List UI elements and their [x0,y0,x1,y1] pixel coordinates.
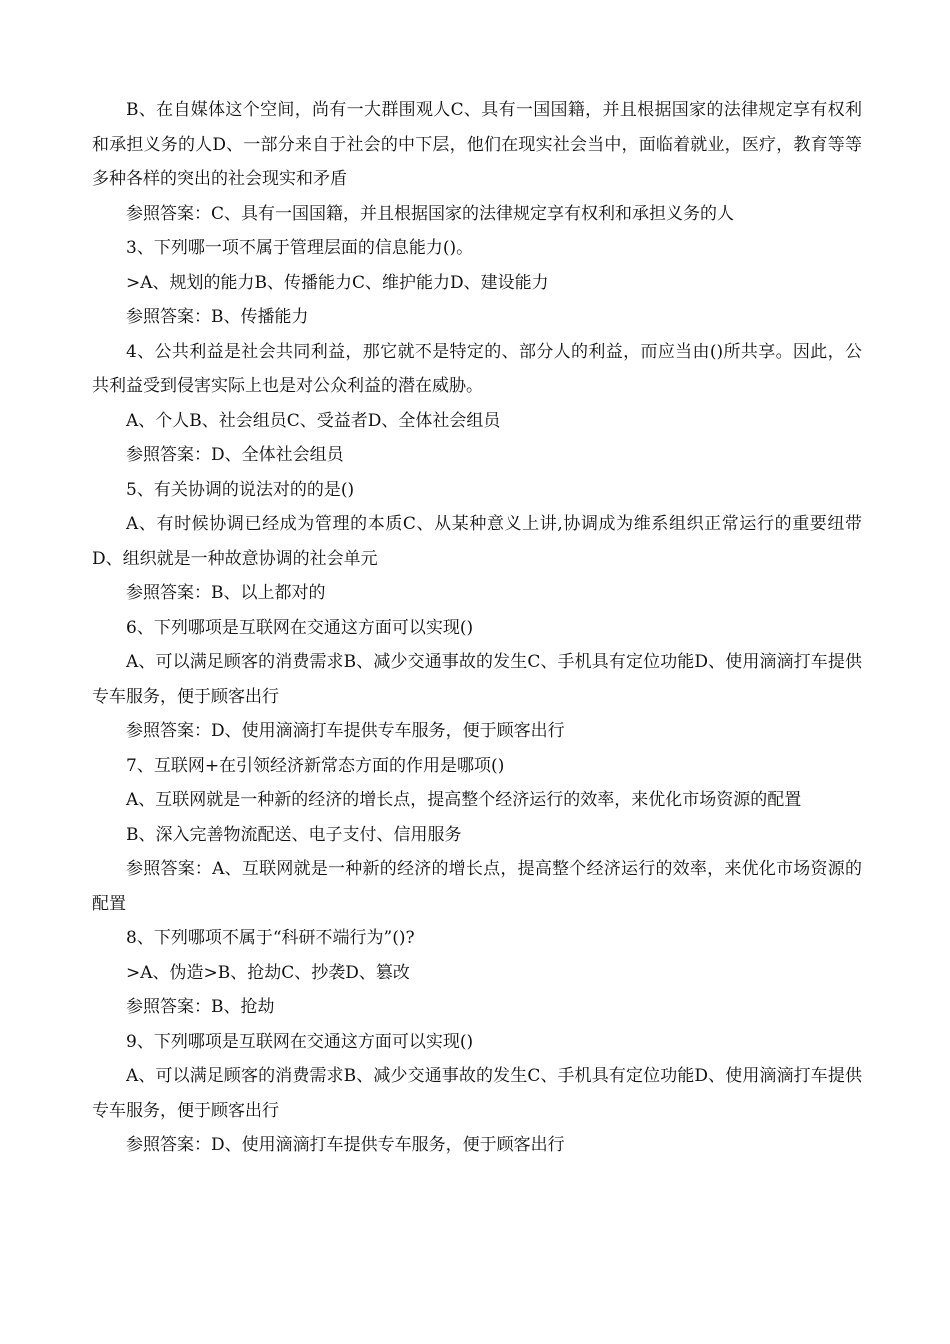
question-7-option-a: A、互联网就是一种新的经济的增长点，提高整个经济运行的效率，来优化市场资源的配置 [126,790,802,810]
question-9-answer: 参照答案：D、使用滴滴打车提供专车服务，便于顾客出行 [126,1135,565,1155]
question-5-text: 5、有关协调的说法对的的是() [126,479,355,500]
question-6-answer: 参照答案：D、使用滴滴打车提供专车服务，便于顾客出行 [126,721,565,741]
question-7-option-b: B、深入完善物流配送、电子支付、信用服务 [126,824,462,845]
question-7-answer: 参照答案：A、互联网就是一种新的经济的增长点，提高整个经济运行的效率，来优化市场资源的配置 [92,859,862,914]
question-6-options: A、可以满足顾客的消费需求B、减少交通事故的发生C、手机具有定位功能D、使用滴滴打车提供专车服务，便于顾客出行 [92,652,862,707]
question-5-options: A、有时候协调已经成为管理的本质C、从某种意义上讲,协调成为维系组织正常运行的重要纽带D、组织就是一种故意协调的社会单元 [92,514,862,569]
question-8-options: >A、伪造>B、抢劫C、抄袭D、篡改 [126,962,410,983]
question-4-text: 4、公共利益是社会共同利益，那它就不是特定的、部分人的利益，而应当由()所共享。因此，公共利益受到侵害实际上也是对公众利益的潜在威胁。 [92,341,862,396]
question-6-text: 6、下列哪项是互联网在交通这方面可以实现() [126,617,474,638]
question-7-text: 7、互联网+在引领经济新常态方面的作用是哪项() [126,755,505,776]
question-9-text: 9、下列哪项是互联网在交通这方面可以实现() [126,1031,474,1052]
question-8-answer: 参照答案：B、抢劫 [126,997,275,1017]
question-9-options: A、可以满足顾客的消费需求B、减少交通事故的发生C、手机具有定位功能D、使用滴滴打车提供专车服务，便于顾客出行 [92,1066,862,1121]
question-3-options: >A、规划的能力B、传播能力C、维护能力D、建设能力 [126,272,549,293]
question-3-text: 3、下列哪一项不属于管理层面的信息能力()。 [126,238,474,258]
question-2-answer: 参照答案：C、具有一国国籍，并且根据国家的法律规定享有权利和承担义务的人 [126,203,735,224]
question-4-answer: 参照答案：D、全体社会组员 [126,445,344,465]
question-4-options: A、个人B、社会组员C、受益者D、全体社会组员 [126,410,501,431]
question-8-text: 8、下列哪项不属于“科研不端行为”()? [126,928,415,948]
question-3-answer: 参照答案：B、传播能力 [126,307,309,327]
document-body [92,93,862,1163]
question-5-answer: 参照答案：B、以上都对的 [126,583,326,603]
question-2-options: B、在自媒体这个空间，尚有一大群围观人C、具有一国国籍，并且根据国家的法律规定享有权利和承担义务的人D、一部分来自于社会的中下层，他们在现实社会当中，面临着就业，医疗，教育等等多种各样的突出的社会现实和矛盾 [92,100,862,189]
